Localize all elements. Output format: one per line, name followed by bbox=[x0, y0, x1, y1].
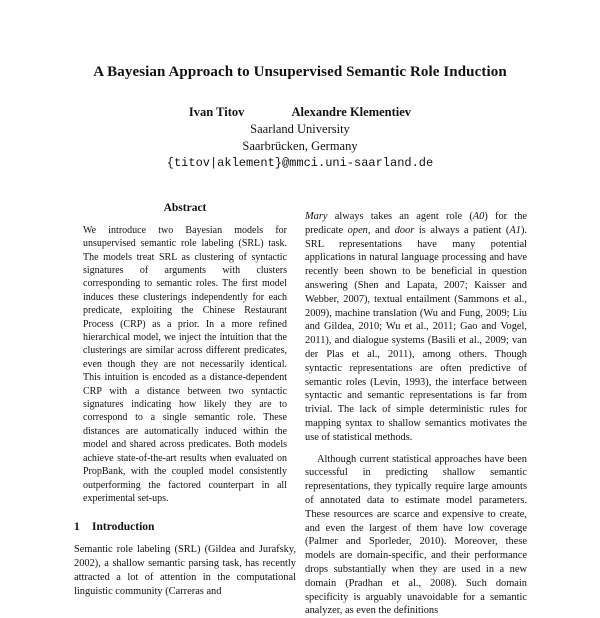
author-name: Ivan Titov bbox=[188, 105, 245, 119]
abstract-heading: Abstract bbox=[163, 202, 207, 214]
email-address: {titov|aklement}@mmci.uni-saarland.de bbox=[166, 156, 434, 170]
author-names bbox=[0, 104, 600, 121]
right-column bbox=[305, 210, 527, 618]
paper-title: A Bayesian Approach to Unsupervised Semantic Role Induction bbox=[93, 64, 507, 80]
abstract-text: We introduce two Bayesian models for unsupervised semantic role labeling (SRL) task. The models treat SRL as clustering of syntactic signatures of arguments with clusters corresponding to semantic roles. The first model induces these clusterings independently for each predicate, exploiting the Chinese Restaurant Process (CRP) as a prior. In a more refined hierarchical model, we inject the intuition that the clusterings are similar across different predicates, even though they are not necessarily identical. This intuition is encoded as a distance-dependent CRP with a distance between two syntactic signatures indicating how likely they are to correspond to a single semantic role. These distances are automatically induced within the model and shared across predicates. Both models achieve state-of-the-art results when evaluated on PropBank, with the coupled model consistently outperforming the factored counterpart in all experimental set-ups. bbox=[83, 224, 287, 504]
section-title: Introduction bbox=[92, 521, 155, 534]
example-word: Mary bbox=[305, 211, 328, 222]
location: Saarbrücken, Germany bbox=[242, 139, 358, 153]
body-paragraph: Although current statistical approaches have been successful in predicting shallow semantic representations, they typically require large amounts of annotated data to estimate model parameters. These resources are scarce and expensive to create, and even the largest of them have low coverage (Palmer and Sporleder, 2010). Moreover, these models are domain-specific, and their performance drops substantially when they are used in a new domain (Pradhan et al., 2008). Such domain specificity is arguably unavoidable for a semantic analyzer, as even the definitions bbox=[305, 453, 527, 617]
affiliation: Saarland University bbox=[250, 122, 350, 136]
body-paragraph: Mary always takes an agent role (A0) for the predicate open, and door is always a patient (A1). SRL representations have many potential applications in natural language processing and have recently been shown to be beneficial in question answering (Shen and Lapata, 2007; Kaisser and Webber, 2007), textual entailment (Sammons et al., 2009), machine translation (Wu and Fung, 2009; Liu and Gildea, 2010; Wu et al., 2011; Gao and Vogel, 2011), and dialogue systems (Basili et al., 2009; van der Plas et al., 2011), among others. Though syntactic representations are often predictive of semantic roles (Levin, 1993), the interface between syntactic and semantic representations is far from trivial. The lack of simple deterministic rules for mapping syntax to shallow semantics motivates the use of statistical methods. bbox=[305, 211, 527, 443]
left-column bbox=[74, 202, 296, 598]
author-block bbox=[0, 104, 600, 172]
intro-paragraph: Semantic role labeling (SRL) (Gildea and Jurafsky, 2002), a shallow semantic parsing task, has recently attracted a lot of attention in the computational linguistic community (Carreras and bbox=[74, 544, 296, 597]
author-name: Alexandre Klementiev bbox=[291, 105, 412, 119]
section-heading bbox=[74, 521, 296, 535]
section-number: 1 bbox=[74, 521, 80, 534]
